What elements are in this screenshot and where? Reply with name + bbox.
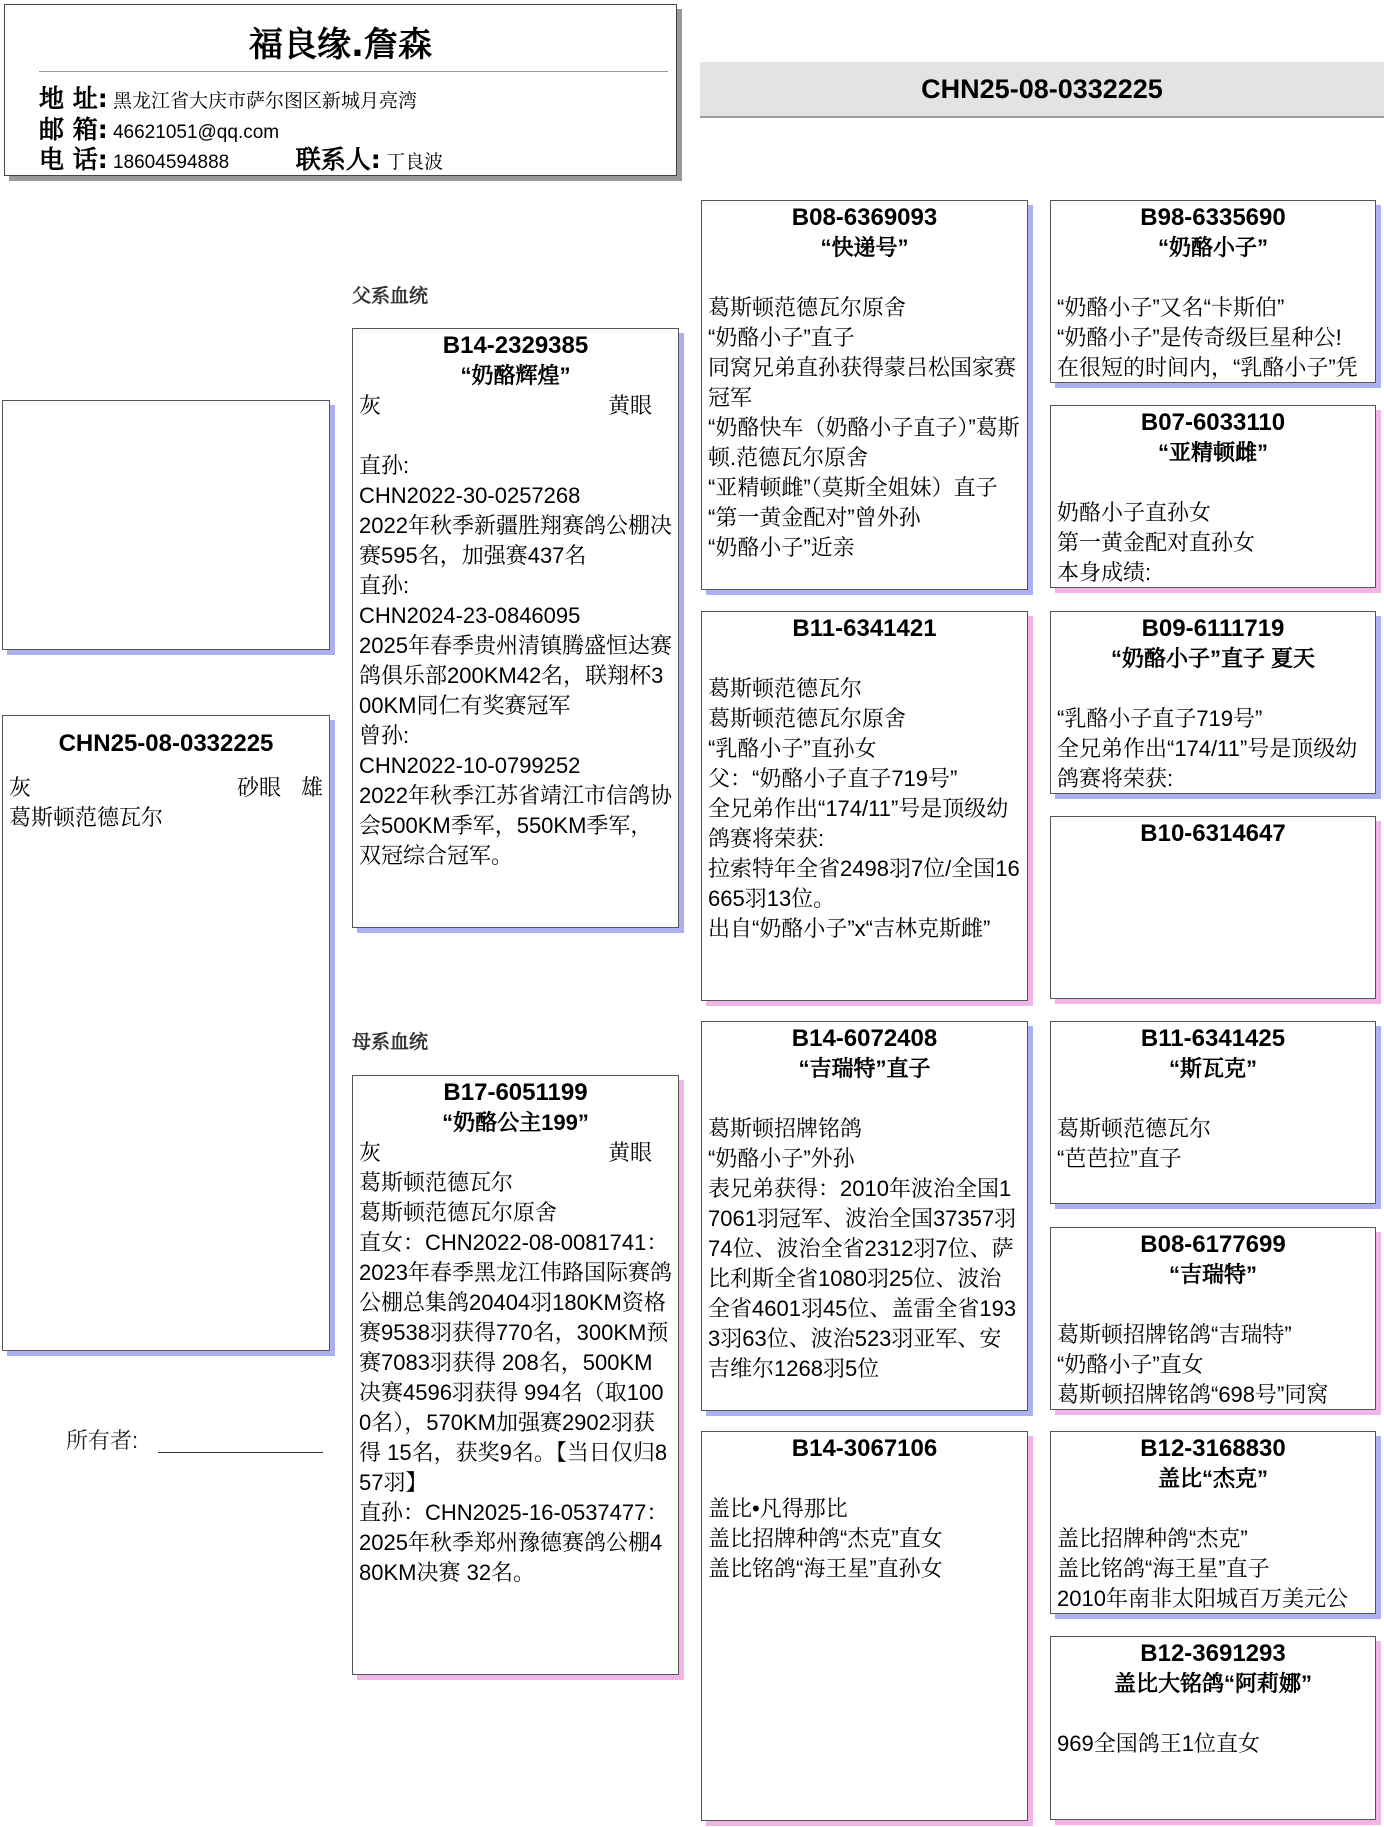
subject-attrs — [3, 773, 329, 803]
dam-color: 灰 — [359, 1140, 382, 1165]
photo-box — [2, 400, 330, 650]
ggp-card-7 — [1050, 1431, 1376, 1614]
phone-row — [39, 145, 443, 176]
gp-ds-ring: B14-6072408 — [791, 1025, 938, 1052]
ggp-notes: “奶酪小子”又名“卡斯伯” “奶酪小子”是传奇级巨星种公! 在很短的时间内，“乳酪小子”凭 — [1057, 295, 1358, 380]
ggp-card-6 — [1050, 1227, 1376, 1410]
ggp-name: 盖比“杰克” — [1157, 1466, 1268, 1491]
ggp-ring: B12-3691293 — [1140, 1640, 1286, 1667]
pedigree-banner: CHN25-08-0332225 — [700, 62, 1384, 118]
subject-color: 灰 — [9, 775, 32, 800]
address-row — [39, 84, 417, 117]
email-label: 邮 箱: — [39, 115, 108, 144]
ggp-card-3 — [1050, 611, 1376, 794]
gp-ds-notes: 葛斯顿招牌铭鸽 “奶酪小子”外孙 表兄弟获得：2010年波治全国17061羽冠军、波治全国37357羽74位、波治全省2312羽7位、萨比利斯全省1080羽25位、波治全省4601羽45位、盖雷全省1933羽63位、波治523羽亚军、安吉维尔1268羽5位 — [708, 1116, 1017, 1381]
ggp-name: “奶酪小子”直子 夏天 — [1110, 646, 1316, 671]
ggp-card-2 — [1050, 405, 1376, 588]
phone-value: 18604594888 — [112, 152, 230, 173]
gp-sd-ring: B11-6341421 — [792, 615, 937, 642]
dam-ring: B17-6051199 — [443, 1079, 588, 1106]
owner-signature-line — [158, 1452, 323, 1453]
grandsire-maternal-card — [701, 1021, 1028, 1411]
subject-card — [2, 715, 330, 1351]
grandsire-paternal-card — [701, 200, 1028, 590]
gp-dd-ring: B14-3067106 — [791, 1435, 938, 1462]
gp-ss-name: “快递号” — [820, 235, 909, 260]
subject-line: 葛斯顿范德瓦尔 — [9, 805, 164, 830]
ggp-card-1 — [1050, 200, 1376, 383]
dam-notes: 葛斯顿范德瓦尔 葛斯顿范德瓦尔原舍 直女：CHN2022-08-0081741： 2023年春季黑龙江伟路国际赛鸽公棚总集鸽20404羽180KM资格赛9538羽获得770名，300KM预赛7083羽获得 208名，500KM决赛4596羽获得 994名（取1000名），570KM加强赛2902羽获得 15名，获奖9名。【当日仅归857羽】 直孙：CHN2025-16-0537477：2025年秋季郑州豫德赛鸽公棚480KM决赛 32名。 — [359, 1170, 672, 1585]
dam-card — [352, 1075, 679, 1675]
granddam-paternal-card — [701, 611, 1028, 1001]
ggp-card-4 — [1050, 816, 1376, 999]
dam-attrs — [353, 1138, 678, 1168]
ggp-ring: B12-3168830 — [1140, 1435, 1286, 1462]
divider — [39, 71, 668, 72]
ggp-card-5 — [1050, 1021, 1376, 1204]
ggp-ring: B11-6341425 — [1140, 1025, 1286, 1052]
gp-sd-notes: 葛斯顿范德瓦尔 葛斯顿范德瓦尔原舍 “乳酪小子”直孙女 父：“奶酪小子直子719号” 全兄弟作出“174/11”号是顶级幼鸽赛将荣获: 拉索特年全省2498羽7位/全国16665羽13位。 出自“奶酪小子”x“吉林克斯雌” — [708, 676, 1020, 941]
sire-name: “奶酪辉煌” — [460, 363, 571, 388]
ggp-notes: 盖比招牌种鸽“杰克” 盖比铭鸽“海王星”直子 2010年南非太阳城百万美元公 — [1057, 1526, 1348, 1611]
gp-ss-ring: B08-6369093 — [791, 204, 938, 231]
ggp-name: “斯瓦克” — [1168, 1056, 1257, 1081]
sire-card — [352, 328, 679, 928]
sire-eye: 黄眼 — [607, 393, 652, 418]
ggp-name: “亚精顿雌” — [1157, 440, 1268, 465]
mother-section-label: 母系血统 — [352, 1032, 429, 1053]
subject-ring: CHN25-08-0332225 — [58, 730, 274, 757]
ggp-ring: B98-6335690 — [1140, 204, 1286, 231]
ggp-notes: 葛斯顿范德瓦尔 “芭芭拉”直子 — [1057, 1116, 1212, 1171]
breeder-card — [4, 4, 677, 176]
ggp-ring: B08-6177699 — [1140, 1231, 1286, 1258]
ggp-card-8 — [1050, 1636, 1376, 1820]
ggp-ring: B07-6033110 — [1140, 409, 1286, 436]
dam-eye: 黄眼 — [607, 1140, 652, 1165]
contact-value: 丁良波 — [386, 152, 444, 173]
breeder-title: 福良缘.詹森 — [249, 25, 432, 65]
gp-ss-notes: 葛斯顿范德瓦尔原舍 “奶酪小子”直子 同窝兄弟直孙获得蒙吕松国家赛冠军 “奶酪快车（奶酪小子直子）”葛斯顿.范德瓦尔原舍 “亚精顿雌”（莫斯全姐妹）直子 “第一黄金配对”曾外孙 “奶酪小子”近亲 — [708, 295, 1020, 560]
email-value: 46621051@qq.com — [112, 122, 280, 143]
sire-color: 灰 — [359, 393, 382, 418]
sire-ring: B14-2329385 — [442, 332, 589, 359]
granddam-maternal-card — [701, 1431, 1028, 1821]
ggp-name: “奶酪小子” — [1157, 235, 1268, 260]
address-value: 黑龙江省大庆市萨尔图区新城月亮湾 — [112, 91, 417, 112]
ggp-name: 盖比大铭鸽“阿莉娜” — [1113, 1671, 1312, 1696]
gp-dd-notes: 盖比•凡得那比 盖比招牌种鸽“杰克”直女 盖比铭鸽“海王星”直孙女 — [708, 1496, 943, 1581]
gp-ds-name: “吉瑞特”直子 — [798, 1056, 931, 1081]
sire-attrs — [353, 391, 678, 421]
ggp-ring: B10-6314647 — [1140, 820, 1286, 847]
ggp-ring: B09-6111719 — [1141, 615, 1285, 642]
subject-sex: 雄 — [300, 775, 323, 800]
phone-label: 电 话: — [39, 145, 108, 174]
father-section-label: 父系血统 — [352, 286, 429, 307]
address-label: 地 址: — [39, 84, 108, 113]
ggp-notes: 葛斯顿招牌铭鸽“吉瑞特” “奶酪小子”直女 葛斯顿招牌铭鸽“698号”同窝 — [1057, 1322, 1329, 1407]
email-row — [39, 115, 279, 148]
dam-name: “奶酪公主199” — [442, 1110, 589, 1135]
ggp-notes: 969全国鸽王1位直女 — [1057, 1731, 1260, 1756]
sire-notes: 直孙: CHN2022-30-0257268 2022年秋季新疆胜翔赛鸽公棚决赛595名，加强赛437名 直孙: CHN2024-23-0846095 2025年春季贵州清镇腾盛恒达赛鸽俱乐部200KM42名，联翔杯300KM同仁有奖赛冠军 曾孙: CHN2022-10-0799252 2022年秋季江苏省靖江市信鸽协会500KM季军，550KM季军，双冠综合冠军。 — [359, 453, 672, 868]
ggp-name: “吉瑞特” — [1168, 1262, 1257, 1287]
owner-label: 所有者: — [66, 1428, 139, 1453]
contact-label: 联系人: — [295, 145, 381, 174]
subject-eye: 砂眼 — [236, 775, 281, 800]
ggp-notes: 奶酪小子直孙女 第一黄金配对直孙女 本身成绩: — [1057, 500, 1256, 585]
ggp-notes: “乳酪小子直子719号” 全兄弟作出“174/11”号是顶级幼鸽赛将荣获: — [1057, 706, 1358, 791]
